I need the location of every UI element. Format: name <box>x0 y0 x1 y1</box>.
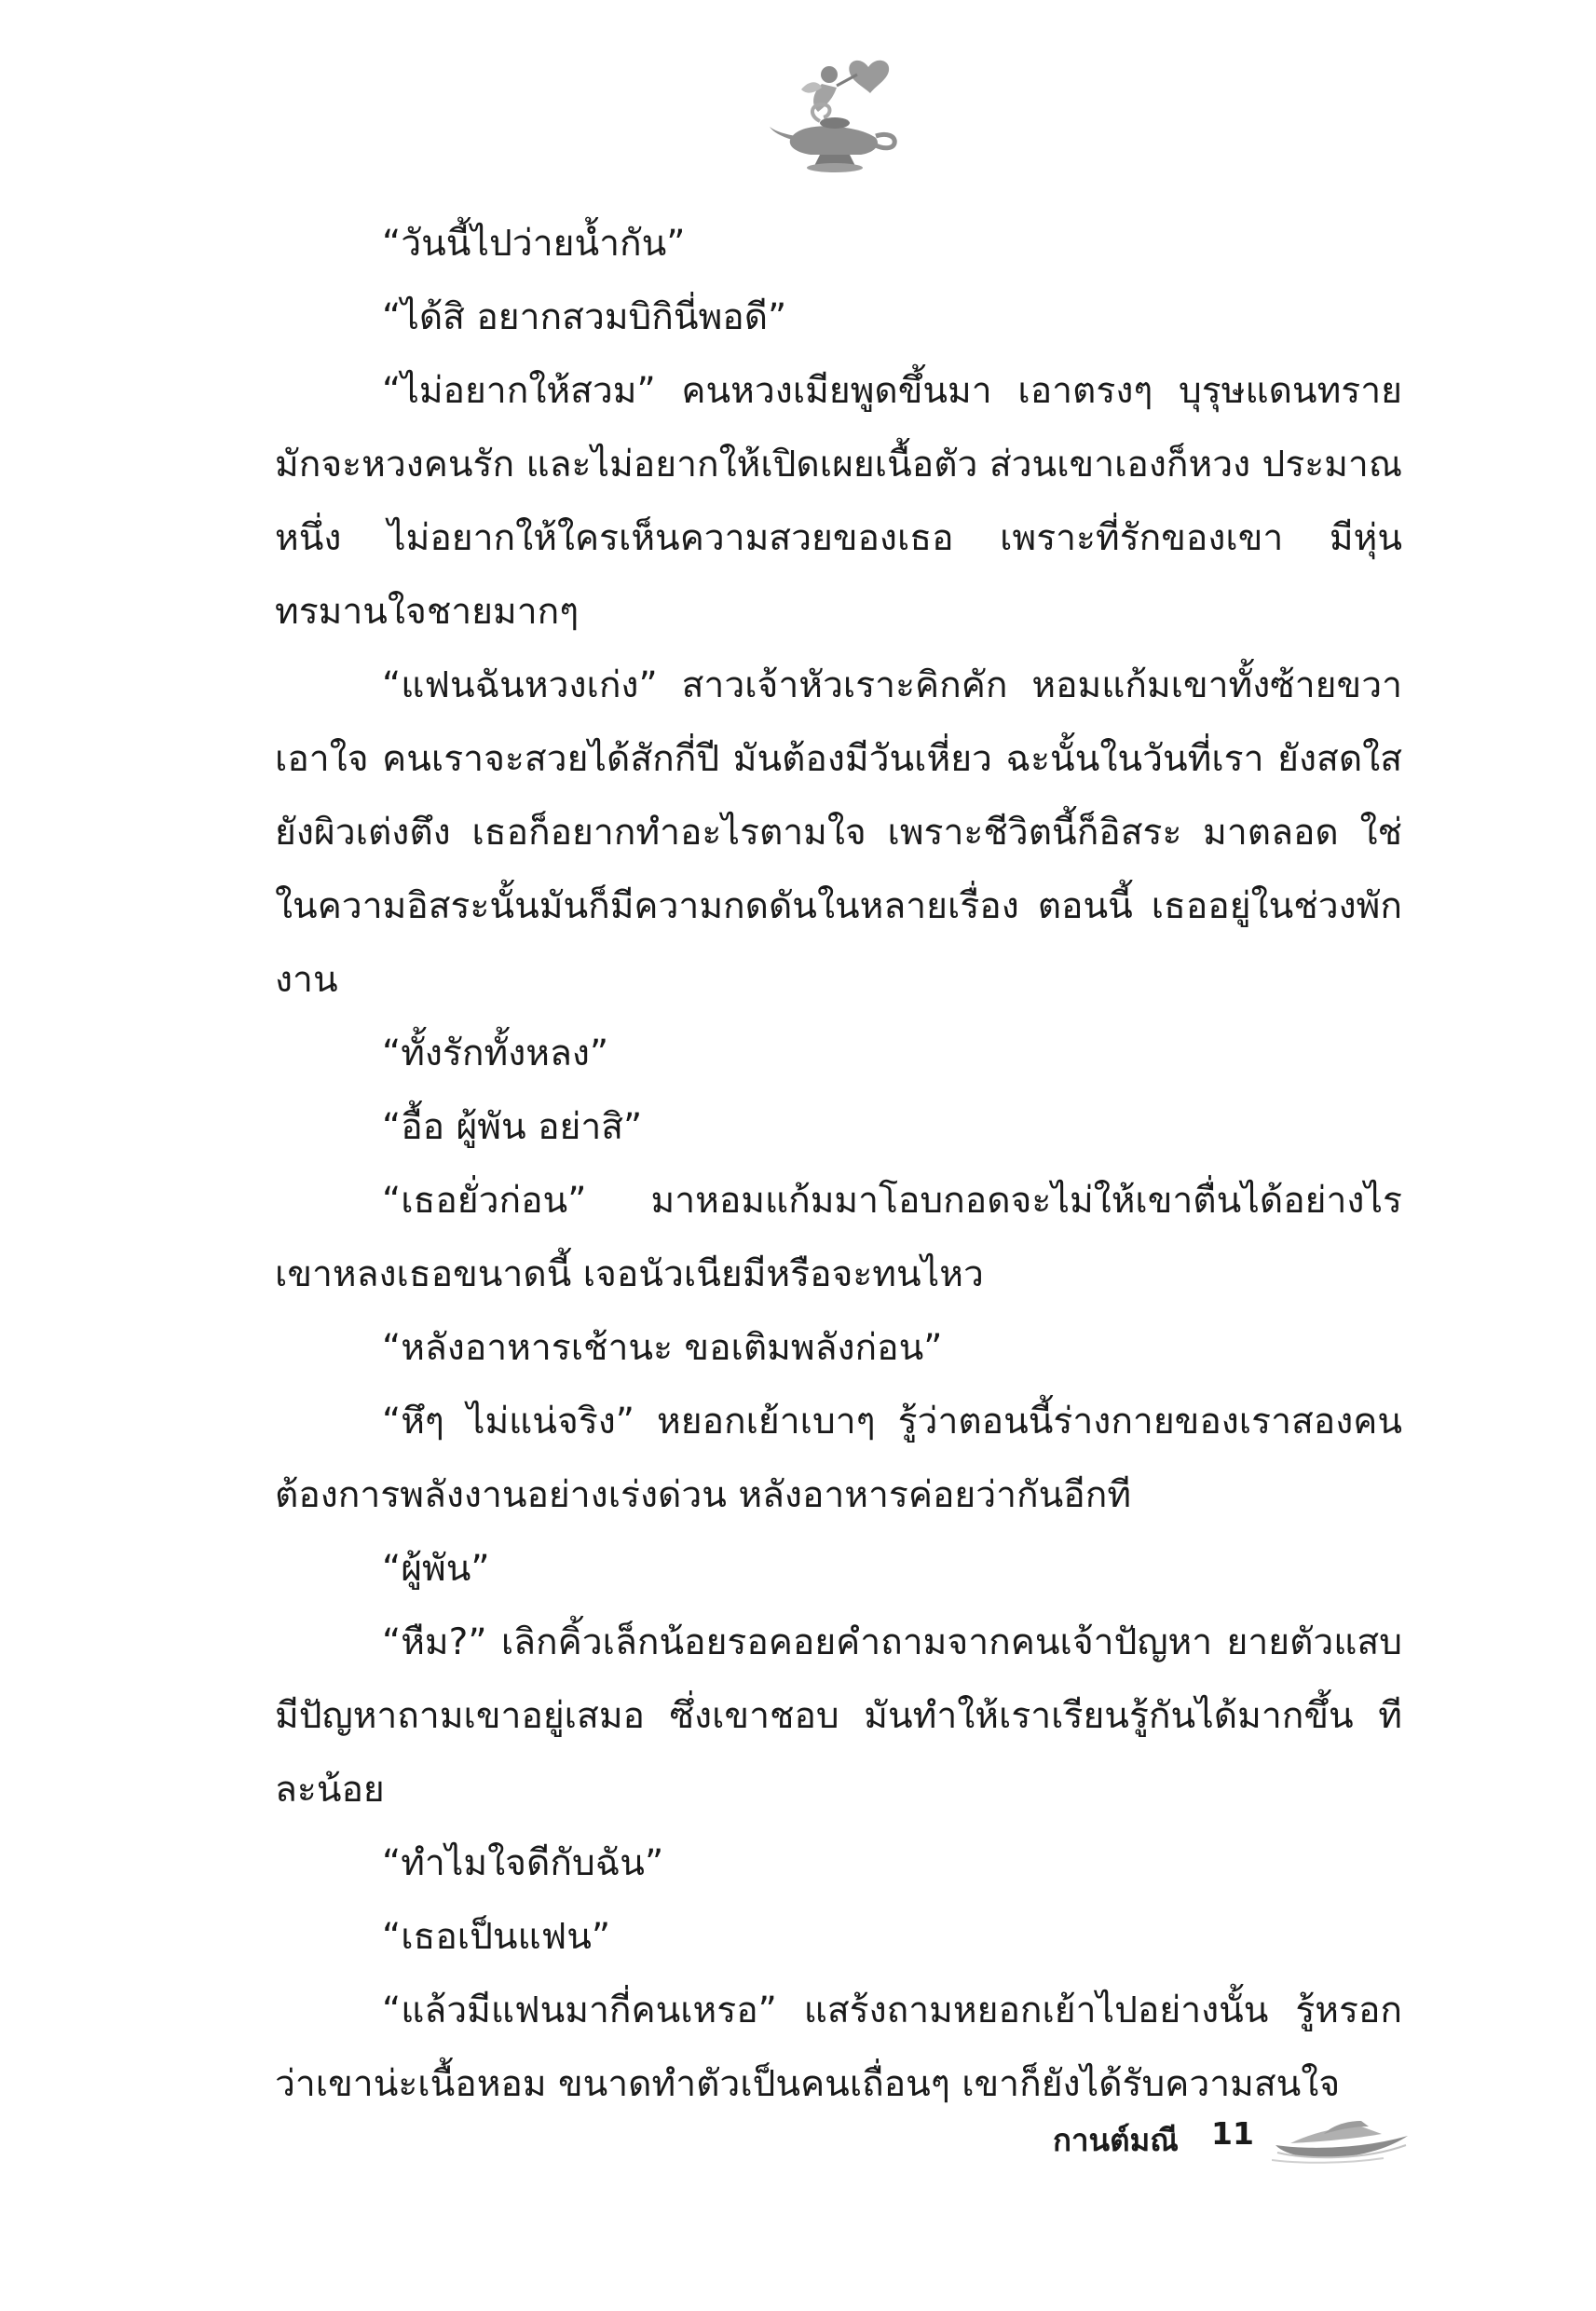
story-text <box>275 207 1402 2121</box>
paragraph: “แล้วมีแฟนมากี่คนเหรอ” แสร้งถามหยอกเย้าไปอย่างนั้น รู้หรอก ว่าเขาน่ะเนื้อหอม ขนาดทำตัวเป็นคนเถื่อนๆ เขาก็ยังได้รับความสนใจ <box>275 1990 1402 2105</box>
paragraph: “วันนี้ไปว่ายน้ำกัน” <box>382 223 686 265</box>
paragraph: “หลังอาหารเช้านะ ขอเติมพลังก่อน” <box>382 1327 943 1369</box>
speedboat-icon <box>1272 2108 1412 2164</box>
paragraph: “อื้อ ผู้พัน อย่าสิ” <box>382 1106 643 1148</box>
paragraph: “ทั้งรักทั้งหลง” <box>382 1032 609 1074</box>
genie-lamp-icon <box>764 47 913 186</box>
paragraph: “แฟนฉันหวงเก่ง” สาวเจ้าหัวเราะคิกคัก หอมแก้มเขาทั้งซ้ายขวา เอาใจ คนเราจะสวยได้สักกี่ปี มันต้องมีวันเหี่ยว ฉะนั้นในวันที่เรา ยังสดใส ยังผิวเต่งตึง เธอก็อยากทำอะไรตามใจ เพราะชีวิตนี้ก็อิสระ มาตลอด ใช่ ในความอิสระนั้นมันก็มีความกดดันในหลายเรื่อง ตอนนี้ เธออยู่ในช่วงพักงาน <box>275 664 1402 1001</box>
page-number: 11 <box>1211 2115 1254 2152</box>
paragraph: “เธอเป็นแฟน” <box>382 1916 611 1958</box>
paragraph: “ผู้พัน” <box>382 1548 490 1590</box>
running-footer-title: กานต์มณี <box>1053 2122 1179 2158</box>
paragraph: “หืม?” เลิกคิ้วเล็กน้อยรอคอยคำถามจากคนเจ้าปัญหา ยายตัวแสบ มีปัญหาถามเขาอยู่เสมอ ซึ่งเขาชอบ มันทำให้เราเรียนรู้กันได้มากขึ้น ทีละน้อย <box>275 1621 1402 1811</box>
paragraph: “ได้สิ อยากสวมบิกินี่พอดี” <box>382 296 787 338</box>
paragraph: “หึๆ ไม่แน่จริง” หยอกเย้าเบาๆ รู้ว่าตอนนี้ร่างกายของเราสองคน ต้องการพลังงานอย่างเร่งด่วน หลังอาหารค่อยว่ากันอีกที <box>275 1401 1402 1516</box>
paragraph: “ไม่อยากให้สวม” คนหวงเมียพูดขึ้นมา เอาตรงๆ บุรุษแดนทราย มักจะหวงคนรัก และไม่อยากให้เปิดเผยเนื้อตัว ส่วนเขาเองก็หวง ประมาณหนึ่ง ไม่อยากให้ใครเห็นความสวยของเธอ เพราะที่รักของเขา มีหุ่นทรมานใจชายมากๆ <box>275 370 1402 633</box>
paragraph: “เธอยั่วก่อน” มาหอมแก้มมาโอบกอดจะไม่ให้เขาตื่นได้อย่างไร เขาหลงเธอขนาดนี้ เจอนัวเนียมีหรือจะทนไหว <box>275 1180 1402 1295</box>
paragraph: “ทำไมใจดีกับฉัน” <box>382 1842 664 1884</box>
